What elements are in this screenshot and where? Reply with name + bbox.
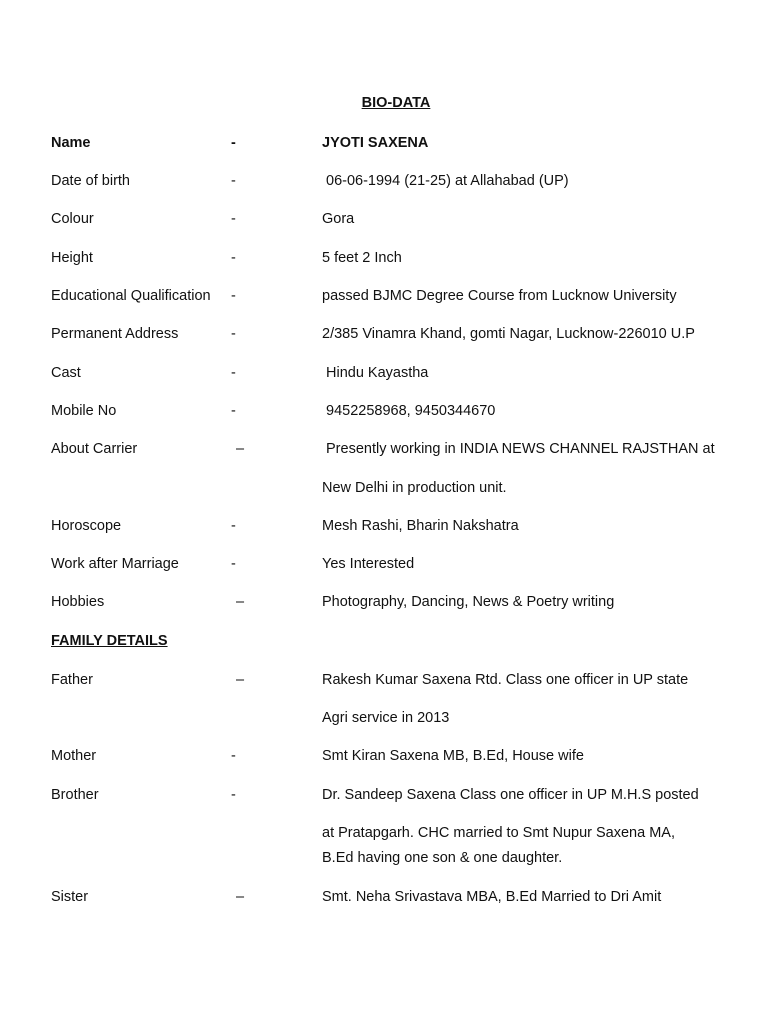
field-label: Cast	[51, 365, 81, 381]
field-value: 2/385 Vinamra Khand, gomti Nagar, Lucknow-226010 U.P	[322, 326, 695, 342]
field-value: Smt. Neha Srivastava MBA, B.Ed Married to Dri Amit	[322, 889, 662, 905]
field-separator: -	[231, 518, 236, 534]
field-value: 06-06-1994 (21-25) at Allahabad (UP)	[326, 173, 569, 189]
field-value: Yes Interested	[322, 556, 415, 572]
field-value-continuation: at Pratapgarh. CHC married to Smt Nupur Saxena MA,	[322, 825, 675, 841]
field-value: Mesh Rashi, Bharin Nakshatra	[322, 518, 519, 534]
field-row-permanent-address	[0, 325, 768, 347]
field-separator: -	[231, 135, 236, 151]
field-row-cast	[0, 364, 768, 386]
field-separator: –	[236, 672, 245, 688]
field-label: Date of birth	[51, 173, 130, 189]
field-value-continuation: New Delhi in production unit.	[322, 480, 507, 496]
field-separator: –	[236, 889, 245, 905]
field-row-mobile-no	[0, 402, 768, 424]
field-label: Mobile No	[51, 403, 117, 419]
field-value: Smt Kiran Saxena MB, B.Ed, House wife	[322, 748, 584, 764]
field-row-colour	[0, 210, 768, 232]
field-value-continuation: B.Ed having one son & one daughter.	[322, 850, 563, 866]
field-label: Work after Marriage	[51, 556, 179, 572]
field-value: Rakesh Kumar Saxena Rtd. Class one officer in UP state	[322, 672, 689, 688]
field-label: Sister	[51, 889, 89, 905]
field-row-father	[0, 671, 768, 693]
document-title: BIO-DATA	[361, 95, 431, 111]
field-value: Photography, Dancing, News & Poetry writing	[322, 594, 615, 610]
field-separator: -	[231, 326, 236, 342]
field-label: Height	[51, 250, 93, 266]
field-row-hobbies	[0, 593, 768, 615]
field-value: passed BJMC Degree Course from Lucknow University	[322, 288, 677, 304]
field-label: Brother	[51, 787, 99, 803]
field-label: Horoscope	[51, 518, 122, 534]
field-value: Hindu Kayastha	[326, 365, 429, 381]
field-row-name	[0, 134, 768, 156]
family-details-heading: FAMILY DETAILS	[51, 633, 168, 649]
field-label: Hobbies	[51, 594, 105, 610]
field-label: Name	[51, 135, 91, 151]
field-separator: -	[231, 173, 236, 189]
field-label: Colour	[51, 211, 94, 227]
field-value-continuation: Agri service in 2013	[322, 710, 450, 726]
field-separator: -	[231, 365, 236, 381]
field-separator: -	[231, 403, 236, 419]
field-separator: -	[231, 211, 236, 227]
field-label: Father	[51, 672, 93, 688]
field-value: Dr. Sandeep Saxena Class one officer in UP M.H.S posted	[322, 787, 699, 803]
field-value: 9452258968, 9450344670	[326, 403, 496, 419]
field-label: Educational Qualification	[51, 288, 211, 304]
field-row-about-carrier	[0, 440, 768, 462]
field-label: About Carrier	[51, 441, 138, 457]
field-separator: -	[231, 288, 236, 304]
field-row-sister	[0, 888, 768, 910]
field-value: JYOTI SAXENA	[322, 135, 429, 151]
field-row-date-of-birth	[0, 172, 768, 194]
field-value: 5 feet 2 Inch	[322, 250, 402, 266]
field-row-height	[0, 249, 768, 271]
field-row-work-after-marriage	[0, 555, 768, 577]
field-separator: -	[231, 556, 236, 572]
field-separator: -	[231, 250, 236, 266]
field-separator: -	[231, 787, 236, 803]
field-separator: –	[236, 441, 245, 457]
field-separator: –	[236, 594, 245, 610]
field-value: Presently working in INDIA NEWS CHANNEL RAJSTHAN at	[326, 441, 715, 457]
field-row-educational-qualification	[0, 287, 768, 309]
field-row-brother	[0, 786, 768, 808]
field-row-horoscope	[0, 517, 768, 539]
field-label: Mother	[51, 748, 97, 764]
field-value: Gora	[322, 211, 355, 227]
field-row-mother	[0, 747, 768, 769]
field-separator: -	[231, 748, 236, 764]
field-label: Permanent Address	[51, 326, 179, 342]
